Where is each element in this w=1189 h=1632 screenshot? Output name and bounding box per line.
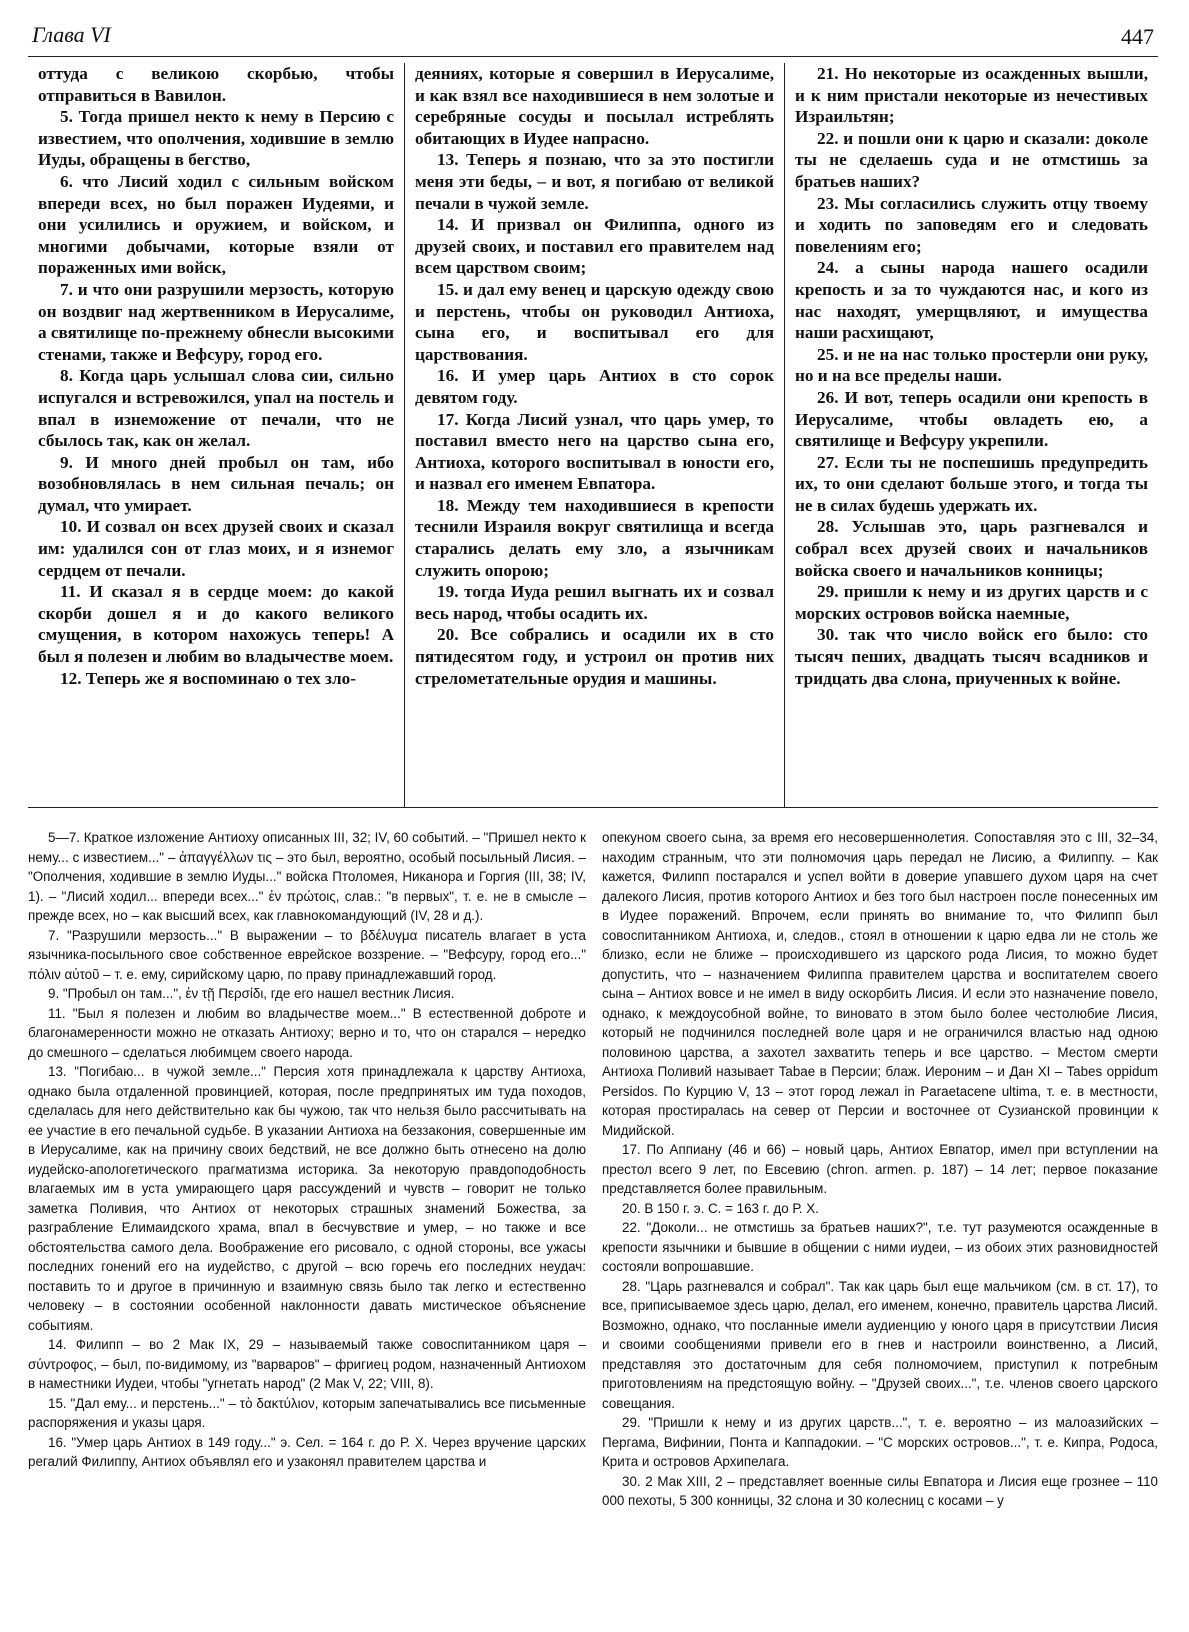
commentary-note: 28. "Царь разгневался и собрал". Так как царь был еще мальчиком (см. в ст. 17), то все, приписываемое здесь царю, делал, его именем, конечно, правитель царства Лисий. Возможно, однако, что посланные имели аудиенцию у юного царя в присутствии Лисия и своими сообщениями привели его в гнев и настроили воинственно, а Лисий, представляя это достаточным для себя полномочием, приступил к потребным приготовлениям на предстоящую войну. – "Друзей своих...", т.е. членов своего царского совещания. bbox=[602, 1278, 1158, 1411]
commentary-note: 22. "Доколи... не отмстишь за братьев наших?", т.е. тут разумеются осажденные в крепости язычники и бывшие в общении с ними иудеи, – из обоих этих разновидностей состояли вопрошавшие. bbox=[602, 1220, 1158, 1274]
verse: 30. так что число войск его было: сто тысяч пеших, двадцать тысяч всадников и тридцать два слона, приученных к войне. bbox=[795, 625, 1148, 688]
commentary-note: 20. В 150 г. э. С. = 163 г. до Р. Х. bbox=[622, 1200, 819, 1216]
verse: 13. Теперь я познаю, что за это постигли меня эти беды, – и вот, я погибаю от великой печали в чужой земле. bbox=[415, 150, 774, 213]
commentary-note: 16. "Умер царь Антиох в 149 году..." э. Сел. = 164 г. до Р. Х. Через вручение царских регалий Филиппу, Антиох объявлял его и узаконял правителем царства и bbox=[28, 1434, 586, 1469]
chapter-title: Глава VI bbox=[32, 22, 111, 47]
commentary-note: 30. 2 Мак XIII, 2 – представляет военные силы Евпатора и Лисия еще грознее – 110 000 пехоты, 5 300 конницы, 32 слона и 30 колесниц с косами – у bbox=[602, 1473, 1158, 1508]
commentary-note: 15. "Дал ему... и перстень..." – τὸ δακτύλιον, которым запечатывались все письменные распоряжения и указы царя. bbox=[28, 1395, 586, 1430]
scripture-text bbox=[28, 63, 1158, 808]
verse: 12. Теперь же я воспоминаю о тех зло- bbox=[60, 668, 356, 688]
commentary-column-1 bbox=[28, 828, 586, 1511]
verse: 20. Все собрались и осадили их в сто пятидесятом году, и устроил он против них стрелометательные орудия и машины. bbox=[415, 625, 774, 688]
commentary bbox=[28, 828, 1158, 1511]
verse: 8. Когда царь услышал слова сии, сильно испугался и встревожился, упал на постель и впал в изнеможение от печали, что не сбылось так, как он желал. bbox=[38, 366, 394, 451]
verse: 14. И призвал он Филиппа, одного из друзей своих, и поставил его правителем над всем царством своим; bbox=[415, 215, 774, 278]
verse: 17. Когда Лисий узнал, что царь умер, то поставил вместо него на царство сына его, Антиоха, которого воспитывал в юности его, и назвал его именем Евпатора. bbox=[415, 409, 774, 494]
verse: 15. и дал ему венец и царскую одежду свою и перстень, чтобы он руководил Антиоха, сына его, и воспитывал его для царствования. bbox=[415, 279, 774, 364]
verse: 28. Услышав это, царь разгневался и собрал всех друзей своих и начальников войска своего и начальников конницы; bbox=[795, 517, 1148, 580]
scripture-column-2 bbox=[404, 63, 784, 807]
verse: 11. И сказал я в сердце моем: до какой скорби дошел я и до какого великого смущения, в котором нахожусь теперь! А был я полезен и любим во владычестве моем. bbox=[38, 582, 394, 667]
commentary-note: 11. "Был я полезен и любим во владычестве моем..." В естественной доброте и благонамеренности можно не отказать Антиоху; верно и то, что он старался – нередко до смешного – сделаться любимцем своего народа. bbox=[28, 1005, 586, 1060]
book-page bbox=[28, 14, 1158, 1618]
verse: 6. что Лисий ходил с сильным войском впереди всех, но был поражен Иудеями, и они усилились и оружием, и войском, и многими добычами, которые взяли от пораженных ими войск, bbox=[38, 171, 394, 278]
verse: оттуда с великою скорбью, чтобы отправиться в Вавилон. bbox=[38, 64, 394, 105]
page-header bbox=[28, 14, 1158, 57]
commentary-note: 7. "Разрушили мерзость..." В выражении – το βδέλυγμα писатель влагает в уста язычника-посыльного свое собственное еврейское воззрение. – "Вефсуру, город его..." πόλιν αὐτοῦ – т. е. ему, сирийскому царю, по праву принадлежавший город. bbox=[28, 927, 586, 982]
verse: 25. и не на нас только простерли они руку, но и на все пределы наши. bbox=[795, 344, 1148, 386]
page-number: 447 bbox=[1121, 24, 1154, 49]
verse: 7. и что они разрушили мерзость, которую он воздвиг над жертвенником в Иерусалиме, а святилище по-прежнему обнесли высокими стенами, также и Вефсуру, город его. bbox=[38, 279, 394, 364]
commentary-note: 29. "Пришли к нему и из других царств...", т. е. вероятно – из малоазийских – Пергама, Вифинии, Понта и Каппадокии. – "С морских островов...", т. е. Кипра, Родоса, Крита и островов Архипелага. bbox=[602, 1415, 1158, 1469]
verse: деяниях, которые я совершил в Иерусалиме, и как взял все находившиеся в нем золотые и серебряные сосуды и посылал истреблять обитающих в Иудее напрасно. bbox=[415, 64, 774, 148]
scripture-column-3 bbox=[784, 63, 1158, 807]
verse: 29. пришли к нему и из других царств и с морских островов войска наемные, bbox=[795, 582, 1148, 623]
verse: 10. И созвал он всех друзей своих и сказал им: удалился сон от глаз моих, и я изнемог сердцем от печали. bbox=[38, 517, 394, 580]
verse: 24. а сыны народа нашего осадили крепость и за то чуждаются нас, и кого из нас находят, умерщвляют, и имущества наши расхищают, bbox=[795, 258, 1148, 343]
verse: 26. И вот, теперь осадили они крепость в Иерусалиме, чтобы овладеть ею, а святилище и Вефсуру укрепили. bbox=[795, 387, 1148, 451]
verse: 22. и пошли они к царю и сказали: доколе ты не сделаешь суда и не отмстишь за братьев наших? bbox=[795, 128, 1148, 191]
verse: 19. тогда Иуда решил выгнать их и созвал весь народ, чтобы осадить их. bbox=[415, 582, 774, 623]
verse: 27. Если ты не поспешишь предупредить их, то они сделают больше этого, и тогда ты не в силах будешь удержать их. bbox=[795, 452, 1148, 515]
verse: 9. И много дней пробыл он там, ибо возобновлялась в нем сильная печаль; он думал, что умирает. bbox=[38, 452, 394, 515]
verse: 18. Между тем находившиеся в крепости теснили Израиля вокруг святилища и всегда старались делать ему зло, а язычникам служить опорою; bbox=[415, 495, 774, 580]
verse: 21. Но некоторые из осажденных вышли, и к ним пристали некоторые из нечестивых Израильтян; bbox=[795, 64, 1148, 127]
verse: 16. И умер царь Антиох в сто сорок девятом году. bbox=[415, 366, 774, 407]
commentary-note: 9. "Пробыл он там...", ἐν τῇ Περσίδι, где его нашел вестник Лисия. bbox=[48, 986, 455, 1001]
scripture-column-1 bbox=[28, 63, 404, 807]
commentary-note: 17. По Аппиану (46 и 66) – новый царь, Антиох Евпатор, имел при вступлении на престол всего 9 лет, по Евсевию (chron. armen. p. 187) – 14 лет; первое показание представляется более правильным. bbox=[602, 1142, 1158, 1196]
commentary-note: 13. "Погибаю... в чужой земле..." Персия хотя принадлежала к царству Антиоха, однако была отдаленной провинцией, которая, после предпринятых им туда походов, сделалась для него действительно как бы чужою, так что нельзя было рассчитывать на ее участие в его печальной судьбе. В указании Антиоха на беззакония, совершенные им в Иерусалиме, как на причину своих бедствий, не все должно быть отнесено на долю иудейско-апологетического прагматизма историка. За некоторую правдоподобность влагаемых им в уста умирающего царя рассуждений и чувств – говорит не только заметка Поливия, что Антиох от некоторых страшных знамений Божества, за разграбление Елимаидского храма, впал в бесчувствие и умер, – но также и все обстоятельства самого дела. Воображение его рисовало, с одной стороны, все ужасы последних гонений его на иудейство, с другой – всю горечь его последних неудач: поставить то и другое в причинную и взаимную связь было так легко и естественно человеку – в состоянии особенной наклонности давать мистическое объяснение событиям. bbox=[28, 1064, 586, 1333]
verse: 23. Мы согласились служить отцу твоему и ходить по заповедям его и следовать повелениям его; bbox=[795, 193, 1148, 256]
commentary-column-2 bbox=[602, 828, 1158, 1511]
commentary-note: опекуном своего сына, за время его несовершеннолетия. Сопоставляя это с III, 32–34, находим странным, что эти полномочия царь передал не Лисию, а Филиппу. – Как кажется, Филипп постарался и успел войти в доверие упавшего духом царя на счет далекого Лисия, против которого Антиох и без того был настроен после понесенных им в Иудее поражений. Впрочем, если принять во внимание то, что Филипп был совоспитанником Антиоха, и, следов., стоял в отношении к царю едва ли не столь же близко, если не ближе – происходившего из царского рода Лисия, то можно будет допустить, что – назначением Филиппа правителем царства и воспитателем своего сына – Антиох вовсе и не имел в виду оскорбить Лисия. И если это назначение повело, однако, к междоусобной войне, то виновато в этом было более честолюбие Лисия, который не подчинился последней воле царя и не ограничился властью над одною половиною царства, а захотел захватить теперь и все царство. – Местом смерти Антиоха Поливий называет Tabae в Персии; блаж. Иероним – и Дан XI – Tabes oppidum Persidos. По Курцию V, 13 – этот город лежал in Paraetacene ultima, т. е. в местности, которая простиралась на север от Персии и восточнее от Сузианской провинции к Мидийской. bbox=[602, 830, 1158, 1138]
verse: 5. Тогда пришел некто к нему в Персию с известием, что ополчения, ходившие в землю Иуды, обращены в бегство, bbox=[38, 107, 394, 170]
commentary-note: 14. Филипп – во 2 Мак IX, 29 – называемый также совоспитанником царя – σύντροφος, – был, по-видимому, из "варваров" – фригиец родом, назначенный Антиохом в наместники Иудеи, чтобы "угнетать народ" (2 Мак V, 22; VIII, 8). bbox=[28, 1337, 586, 1391]
commentary-note: 5—7. Краткое изложение Антиоху описанных III, 32; IV, 60 событий. – "Пришел некто к нему... с известием..." – ἀπαγγέλλων τις – это был, вероятно, особый посыльный Лисия. – "Ополчения, ходившие в землю Иуды..." войска Птоломея, Никанора и Горгия (III, 38; IV, 1). – "Лисий ходил... впереди всех..." ἐν πρώτοις, слав.: "в первых", т. е. не в смысле – прежде всех, но – как высший всех, как главнокомандующий (IV, 28 и д.). bbox=[28, 830, 586, 923]
